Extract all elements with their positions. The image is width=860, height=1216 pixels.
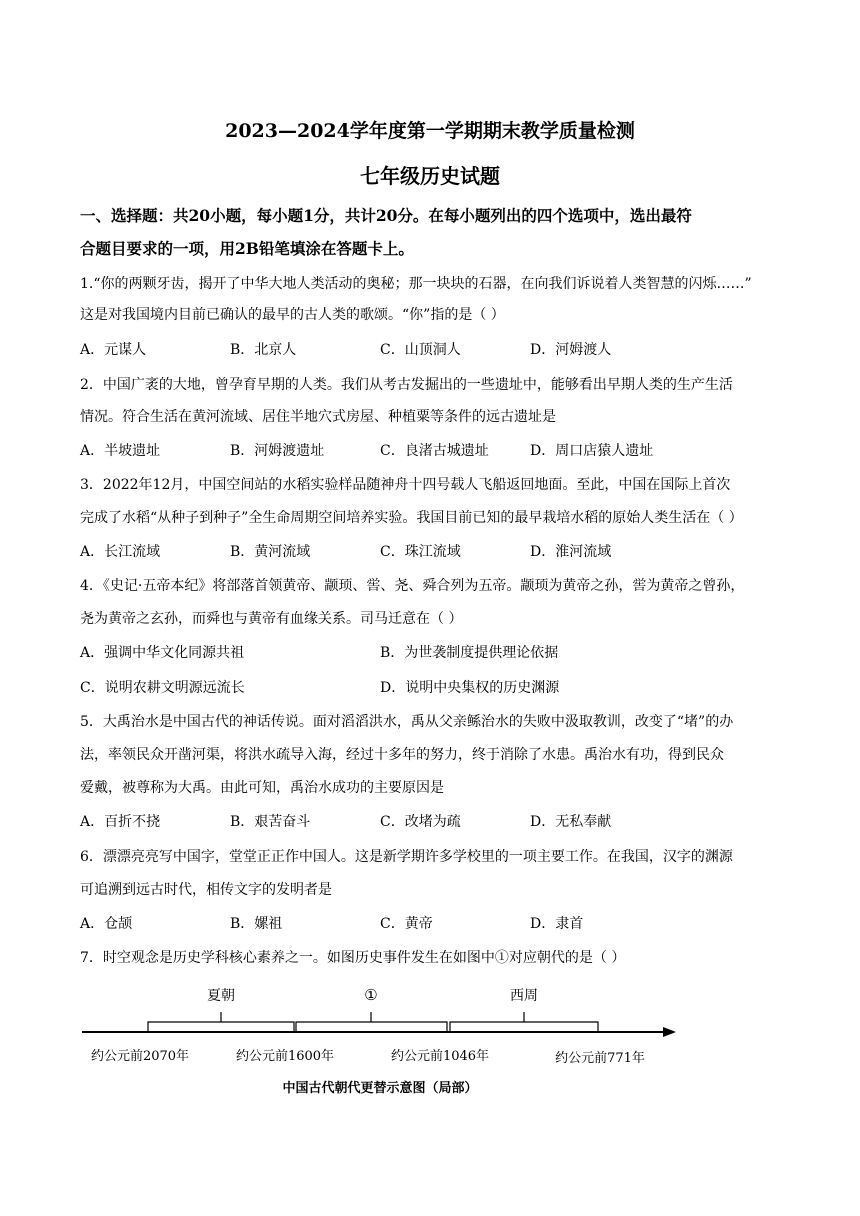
question-6-line-2: 可追溯到远古时代，相传文字的发明者是 <box>80 882 332 898</box>
question-5-option-c: C．改堵为疏 <box>380 814 461 830</box>
question-5-option-b: B．艰苦奋斗 <box>230 814 311 830</box>
label-xia: 夏朝 <box>207 988 235 1004</box>
question-3-option-b: B．黄河流域 <box>230 544 311 560</box>
label-western-zhou: 西周 <box>510 988 538 1004</box>
question-1-line-1: 1.“你的两颗牙齿，揭开了中华大地人类活动的奥秘；那一块块的石器，在向我们诉说着人类智慧的闪烁……” <box>80 276 752 292</box>
question-6-line-1: 6．漂漂亮亮写中国字，堂堂正正作中国人。这是新学期许多学校里的一项主要工作。在我国，汉字的渊源 <box>80 849 733 865</box>
question-4-option-d: D．说明中央集权的历史渊源 <box>380 680 560 696</box>
bracket-unknown <box>296 1022 447 1032</box>
question-6-option-b: B．嫘祖 <box>230 916 283 932</box>
question-5-option-a: A．百折不挠 <box>80 814 161 830</box>
question-1-option-b: B．北京人 <box>230 342 297 358</box>
question-3-line-1: 3．2022年12月，中国空间站的水稻实验样品随神舟十四号载人飞船返回地面。至此，中国在国际上首次 <box>80 477 731 493</box>
question-4-option-a: A．强调中华文化同源共祖 <box>80 645 245 661</box>
question-3-line-2: 完成了水稻“从种子到种子”全生命周期空间培养实验。我国目前已知的最早栽培水稻的原始人类生活在（ ） <box>80 510 743 526</box>
question-3-option-d: D．淮河流域 <box>530 544 612 560</box>
question-2-option-d: D．周口店猿人遗址 <box>530 443 654 459</box>
question-2-option-a: A．半坡遗址 <box>80 443 161 459</box>
question-6-option-d: D．隶首 <box>530 916 584 932</box>
question-4-option-b: B．为世袭制度提供理论依据 <box>380 645 559 661</box>
question-5-line-2: 法，率领民众开凿河渠，将洪水疏导入海，经过十多年的努力，终于消除了水患。禹治水有功，得到民众 <box>80 747 724 763</box>
date-1: 约公元前2070年 <box>90 1049 190 1064</box>
question-4-option-c: C．说明农耕文明源远流长 <box>80 680 245 696</box>
section-heading-line-2: 合题目要求的一项，用2B铅笔填涂在答题卡上。 <box>80 239 414 258</box>
timeline-caption: 中国古代朝代更替示意图（局部） <box>282 1081 478 1096</box>
exam-subtitle: 七年级历史试题 <box>360 164 500 188</box>
label-unknown: ① <box>364 986 378 1004</box>
question-5-line-3: 爱戴，被尊称为大禹。由此可知，禹治水成功的主要原因是 <box>80 780 444 796</box>
question-4-line-1: 4．《史记·五帝本纪》将部落首领黄帝、颛顼、喾、尧、舜合列为五帝。颛顼为黄帝之孙，喾为黄帝之曾孙， <box>80 578 745 594</box>
date-3: 约公元前1046年 <box>390 1049 490 1064</box>
question-4-line-2: 尧为黄帝之玄孙，而舜也与黄帝有血缘关系。司马迁意在（ ） <box>80 611 463 627</box>
date-4: 约公元前771年 <box>555 1051 645 1066</box>
question-5-option-d: D．无私奉献 <box>530 814 612 830</box>
dynasty-timeline-figure <box>80 982 692 1100</box>
question-1-option-d: D．河姆渡人 <box>530 342 612 358</box>
question-6-option-c: C．黄帝 <box>380 916 433 932</box>
question-2-line-1: 2．中国广袤的大地，曾孕育早期的人类。我们从考古发掘出的一些遗址中，能够看出早期人类的生产生活 <box>80 377 733 393</box>
question-2-line-2: 情况。符合生活在黄河流域、居住半地穴式房屋、种植粟等条件的远古遗址是 <box>80 409 556 425</box>
question-1-line-2: 这是对我国境内目前已确认的最早的古人类的歌颂。“你”指的是（ ） <box>80 307 505 323</box>
question-2-option-b: B．河姆渡遗址 <box>230 443 325 459</box>
bracket-western-zhou <box>450 1022 598 1032</box>
question-1-option-c: C．山顶洞人 <box>380 342 461 358</box>
bracket-xia <box>148 1022 294 1032</box>
section-heading-line-1: 一、选择题：共20小题，每小题1分，共计20分。在每小题列出的四个选项中，选出最符 <box>80 206 692 225</box>
question-6-option-a: A．仓颉 <box>80 916 133 932</box>
timeline-arrowhead <box>663 1027 676 1037</box>
date-2: 约公元前1600年 <box>235 1049 335 1064</box>
question-5-line-1: 5．大禹治水是中国古代的神话传说。面对滔滔洪水，禹从父亲鲧治水的失败中汲取教训，改变了“堵”的办 <box>80 714 734 730</box>
question-2-option-c: C．良渚古城遗址 <box>380 443 489 459</box>
question-1-option-a: A．元谋人 <box>80 342 147 358</box>
question-3-option-a: A．长江流域 <box>80 544 161 560</box>
exam-title: 2023—2024学年度第一学期期末教学质量检测 <box>225 120 635 142</box>
question-7-line-1: 7．时空观念是历史学科核心素养之一。如图历史事件发生在如图中①对应朝代的是（ ） <box>80 950 626 966</box>
question-3-option-c: C．珠江流域 <box>380 544 461 560</box>
